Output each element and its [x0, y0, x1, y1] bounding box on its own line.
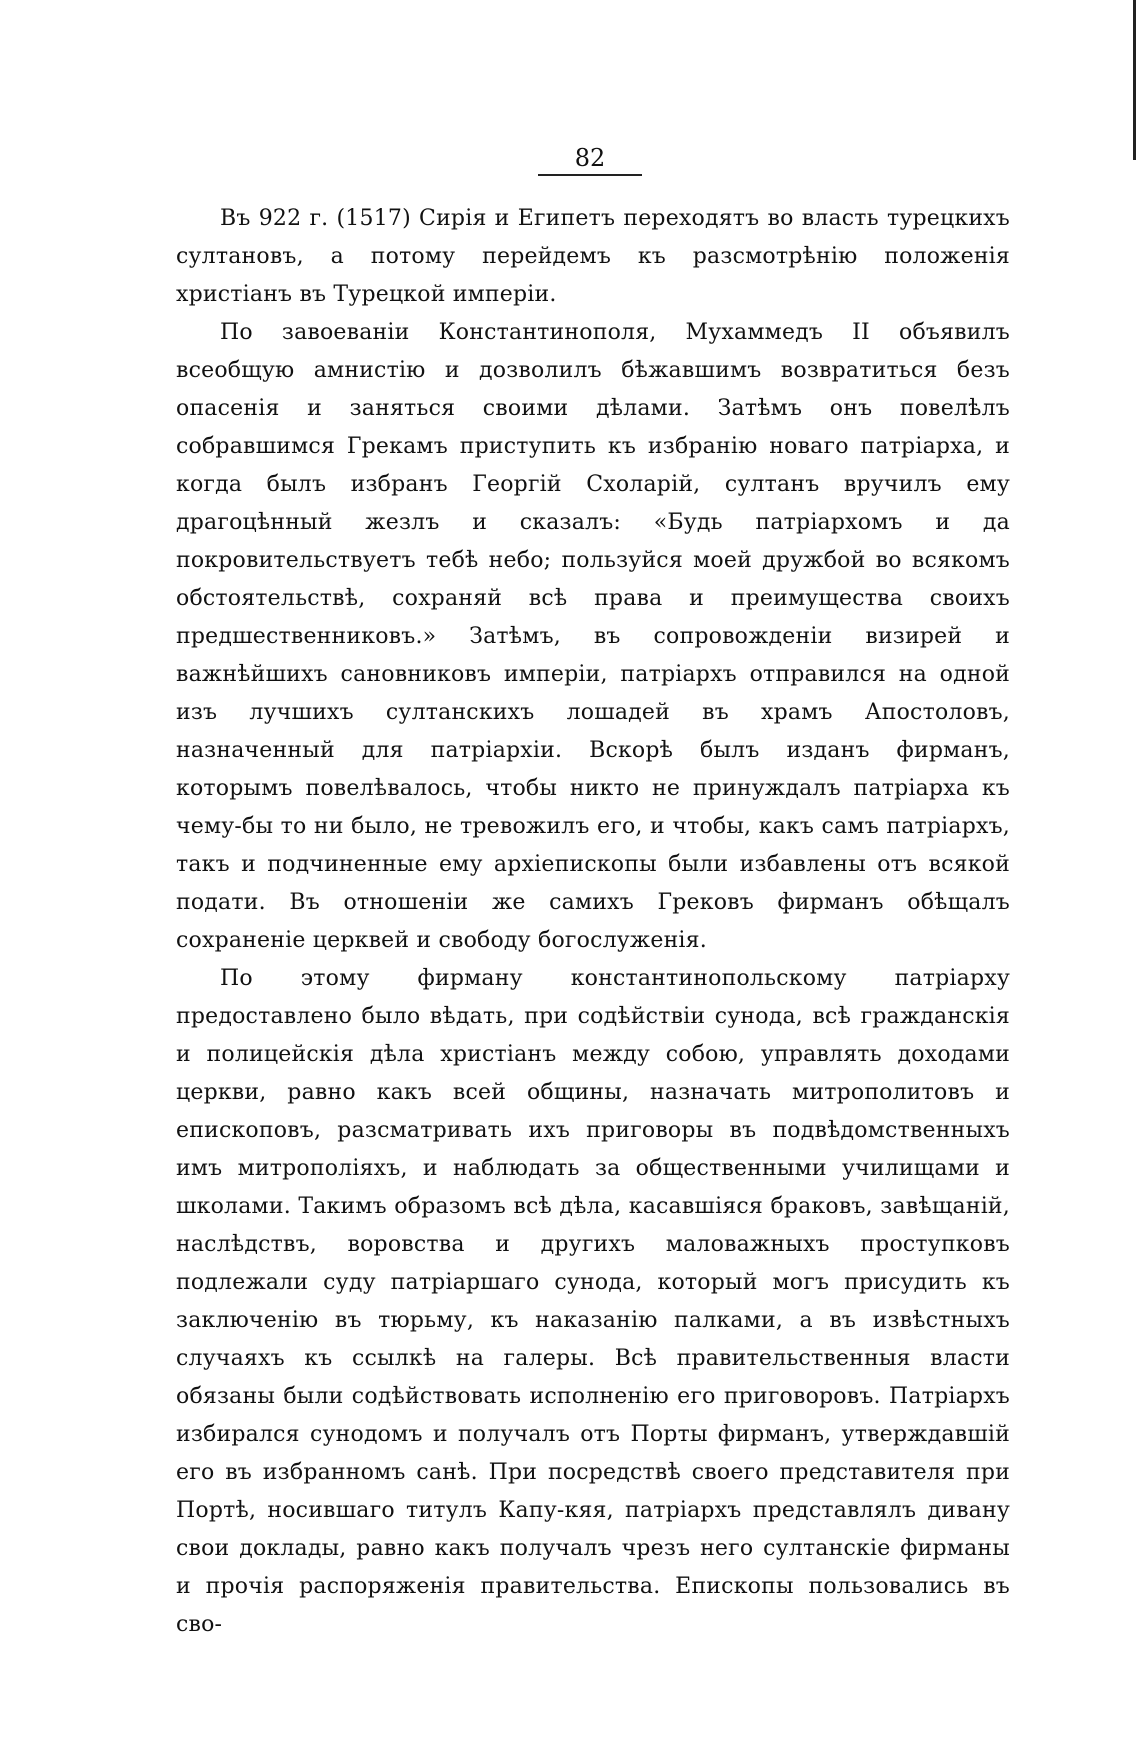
page-edge-line [1133, 0, 1136, 160]
page-number: 82 [574, 144, 606, 172]
body-text [176, 200, 1010, 1644]
page-number-rule [538, 174, 642, 176]
paragraph-3: По этому фирману константинопольскому патріарху предоставлено было вѣдать, при содѣйствіи сунода, всѣ гражданскія и полицейскія дѣла христіанъ между собою, управлять доходами церкви, равно какъ всей общины, назначать митрополитовъ и епископовъ, разсматривать ихъ приговоры въ подвѣдомственныхъ имъ митрополіяхъ, и наблюдать за общественными училищами и школами. Такимъ образомъ всѣ дѣла, касавшіяся браковъ, завѣщаній, наслѣдствъ, воровства и другихъ маловажныхъ проступковъ подлежали суду патріаршаго сунода, который могъ присудить къ заключенію въ тюрьму, къ наказанію палками, а въ извѣстныхъ случаяхъ къ ссылкѣ на галеры. Всѣ правительственныя власти обязаны были содѣйствовать исполненію его приговоровъ. Патріархъ избирался сунодомъ и получалъ отъ Порты фирманъ, утверждавшій его въ избранномъ санѣ. При посредствѣ своего представителя при Портѣ, носившаго титулъ Капу-кяя, патріархъ представлялъ дивану свои доклады, равно какъ получалъ чрезъ него султанскіе фирманы и прочія распоряженія правительства. Епископы пользовались въ сво- [176, 966, 1010, 1637]
paragraph-1: Въ 922 г. (1517) Сирія и Египетъ переходятъ во власть турецкихъ султановъ, а потому перейдемъ къ разсмотрѣнію положенія христіанъ въ Турецкой имперіи. [176, 206, 1010, 307]
paragraph-2: По завоеваніи Константинополя, Мухаммедъ II объявилъ всеобщую амнистію и дозволилъ бѣжавшимъ возвратиться безъ опасенія и заняться своими дѣлами. Затѣмъ онъ повелѣлъ собравшимся Грекамъ приступить къ избранію новаго патріарха, и когда былъ избранъ Георгій Схоларій, султанъ вручилъ ему драгоцѣнный жезлъ и сказалъ: «Будь патріархомъ и да покровительствуетъ тебѣ небо; пользуйся моей дружбой во всякомъ обстоятельствѣ, сохраняй всѣ права и преимущества своихъ предшественниковъ.» Затѣмъ, въ сопровожденіи визирей и важнѣйшихъ сановниковъ имперіи, патріархъ отправился на одной изъ лучшихъ султанскихъ лошадей въ храмъ Апостоловъ, назначенный для патріархіи. Вскорѣ былъ изданъ фирманъ, которымъ повелѣвалось, чтобы никто не принуждалъ патріарха къ чему-бы то ни было, не тревожилъ его, и чтобы, какъ самъ патріархъ, такъ и подчиненные ему архіепископы были избавлены отъ всякой подати. Въ отношеніи же самихъ Грековъ фирманъ обѣщалъ сохраненіе церквей и свободу богослуженія. [176, 320, 1010, 953]
